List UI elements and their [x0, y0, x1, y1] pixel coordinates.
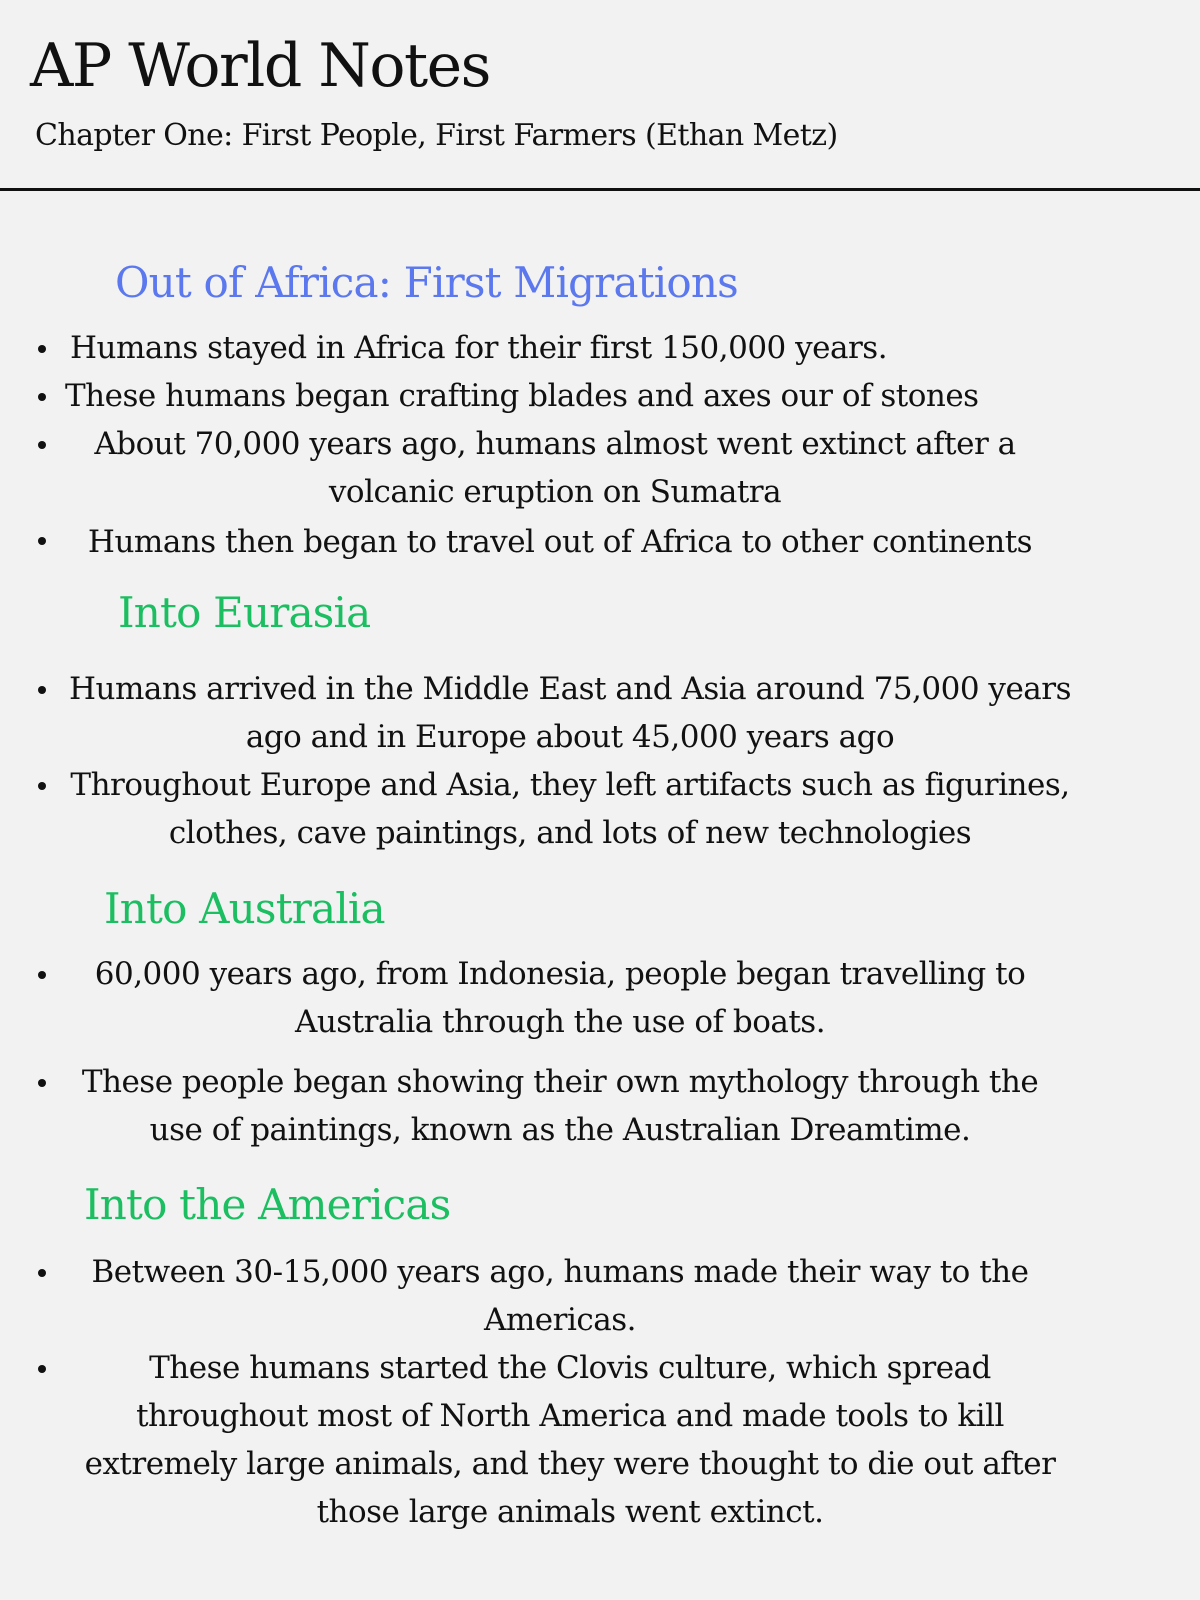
list-item: About 70,000 years ago, humans almost went extinct after a volcanic eruption on Sumatra	[75, 420, 1035, 516]
bullet-dot	[38, 393, 46, 401]
section-heading-into-eurasia: Into Eurasia	[118, 588, 371, 637]
list-item: Throughout Europe and Asia, they left artifacts such as figurines, clothes, cave paintings, and lots of new technologies	[65, 761, 1075, 857]
bullet-dot	[38, 971, 46, 979]
bullet-dot	[38, 686, 46, 694]
bullet-list-into-the-americas	[0, 1248, 1200, 1536]
page-title: AP World Notes	[30, 31, 490, 101]
section-heading-into-the-americas: Into the Americas	[84, 1180, 451, 1229]
bullet-dot	[38, 537, 46, 545]
bullet-dot	[38, 441, 46, 449]
page-subtitle: Chapter One: First People, First Farmers (Ethan Metz)	[35, 118, 838, 153]
section-heading-out-of-africa: Out of Africa: First Migrations	[115, 258, 738, 307]
bullet-list-out-of-africa	[0, 324, 1200, 566]
list-item: Humans stayed in Africa for their first 150,000 years.	[70, 324, 970, 372]
list-item: 60,000 years ago, from Indonesia, people began travelling to Australia through the use of boats.	[70, 950, 1050, 1046]
list-item: These people began showing their own mythology through the use of paintings, known as the Australian Dreamtime.	[70, 1058, 1050, 1154]
list-item: Humans arrived in the Middle East and Asia around 75,000 years ago and in Europe about 45,000 years ago	[65, 665, 1075, 761]
bullet-dot	[38, 1269, 46, 1277]
section-heading-into-australia: Into Australia	[104, 884, 385, 933]
bullet-dot	[38, 345, 46, 353]
list-item: Between 30-15,000 years ago, humans made their way to the Americas.	[70, 1248, 1050, 1344]
bullet-list-into-eurasia	[0, 665, 1200, 857]
header-divider	[0, 188, 1200, 191]
bullet-dot	[38, 782, 46, 790]
list-item: These humans started the Clovis culture, which spread throughout most of North America and made tools to kill extremely large animals, and they were thought to die out after those large animals went extinct.	[70, 1344, 1070, 1536]
bullet-dot	[38, 1079, 46, 1087]
list-item: These humans began crafting blades and axes our of stones	[65, 372, 1025, 420]
bullet-dot	[38, 1365, 46, 1373]
bullet-list-into-australia	[0, 950, 1200, 1154]
list-item: Humans then began to travel out of Africa to other continents	[70, 516, 1050, 566]
